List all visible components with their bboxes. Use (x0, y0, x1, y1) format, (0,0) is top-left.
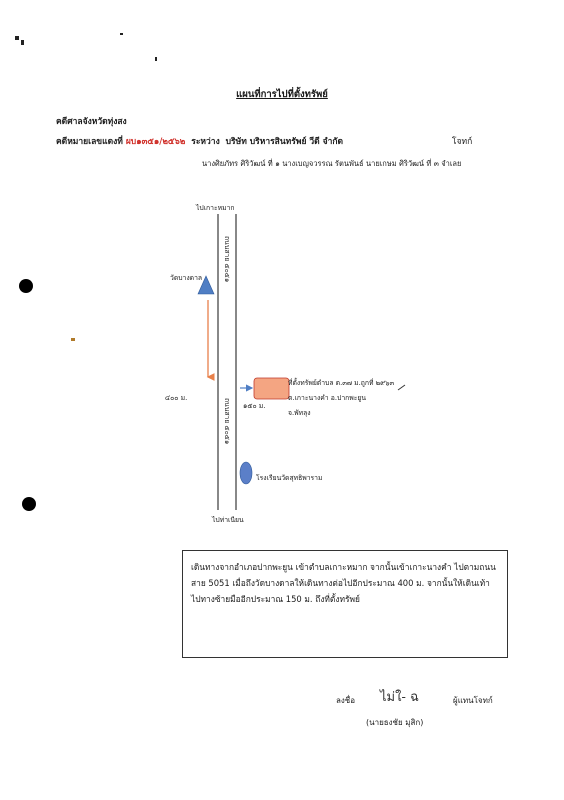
directions-text: เดินทางจากอำเภอปากพะยูน เข้าตำบลเกาะหมาก จากนั้นเข้าเกาะนางคำ ไปตามถนนสาย 5051 เมื่อถึงวัดบางดาลให้เดินทางต่อไปอีกประมาณ 400 ม. จากนั้นให้เดินเท้าไปทางซ้ายมืออีกประมาณ 150 ม. ถึงที่ตั้งทรัพย์ (191, 562, 496, 604)
distance-400-label: ๔๐๐ ม. (165, 394, 188, 402)
case-number: ผบ๑๓๕๑/๒๕๖๒ (125, 137, 186, 147)
signature-label: ลงชื่อ (336, 696, 356, 705)
school-marker (240, 462, 252, 484)
road-label-upper: ถนนสาย ๕๐๕๑ (223, 236, 231, 283)
signature-mark: ไม่ใ- ฉ (380, 690, 419, 705)
between-label: ระหว่าง (191, 137, 220, 147)
page-title: แผนที่การไปที่ตั้งทรัพย์ (236, 89, 328, 100)
north-label: ไปเกาะหมาก (196, 204, 235, 212)
signer-role: ผู้แทนโจทก์ (453, 696, 493, 705)
plaintiff-name: บริษัท บริหารสินทรัพย์ วีดี จำกัด (225, 137, 344, 147)
road-label-lower: ถนนสาย ๕๐๕๑ (223, 398, 231, 445)
property-label-line1: ที่ตั้งทรัพย์ตำบล ต.๓๗ ม.ถูกที่ ๒๙๖๓ (288, 379, 395, 387)
case-prefix: คดีหมายเลขแดงที่ (56, 137, 123, 147)
pointer-stroke (398, 385, 405, 390)
plaintiff-role: โจทก์ (452, 137, 473, 147)
school-label: โรงเรียนวัดสุทธิพาราม (256, 474, 323, 482)
temple-label: วัดบางดาล (170, 274, 203, 282)
property-marker (254, 378, 289, 399)
property-label-line3: จ.พัทลุง (288, 409, 311, 417)
signer-name: (นายธงชัย มุสิก) (366, 718, 424, 727)
property-label-line2: ต.เกาะนางคำ อ.ปากพะยูน (288, 394, 367, 402)
south-label: ไปท่าเนียน (212, 516, 244, 524)
defendants-line: นางศิยภัทร ศิริวัฒน์ ที่ ๑ นางเบญจวรรณ รัตนพันธ์ นายเกษม ศิริวัฒน์ ที่ ๓ จำเลย (202, 159, 462, 168)
court-name: คดีศาลจังหวัดทุ่งสง (56, 117, 127, 127)
directions-box (182, 550, 508, 658)
distance-150-label: ๑๕๐ ม. (243, 402, 266, 410)
